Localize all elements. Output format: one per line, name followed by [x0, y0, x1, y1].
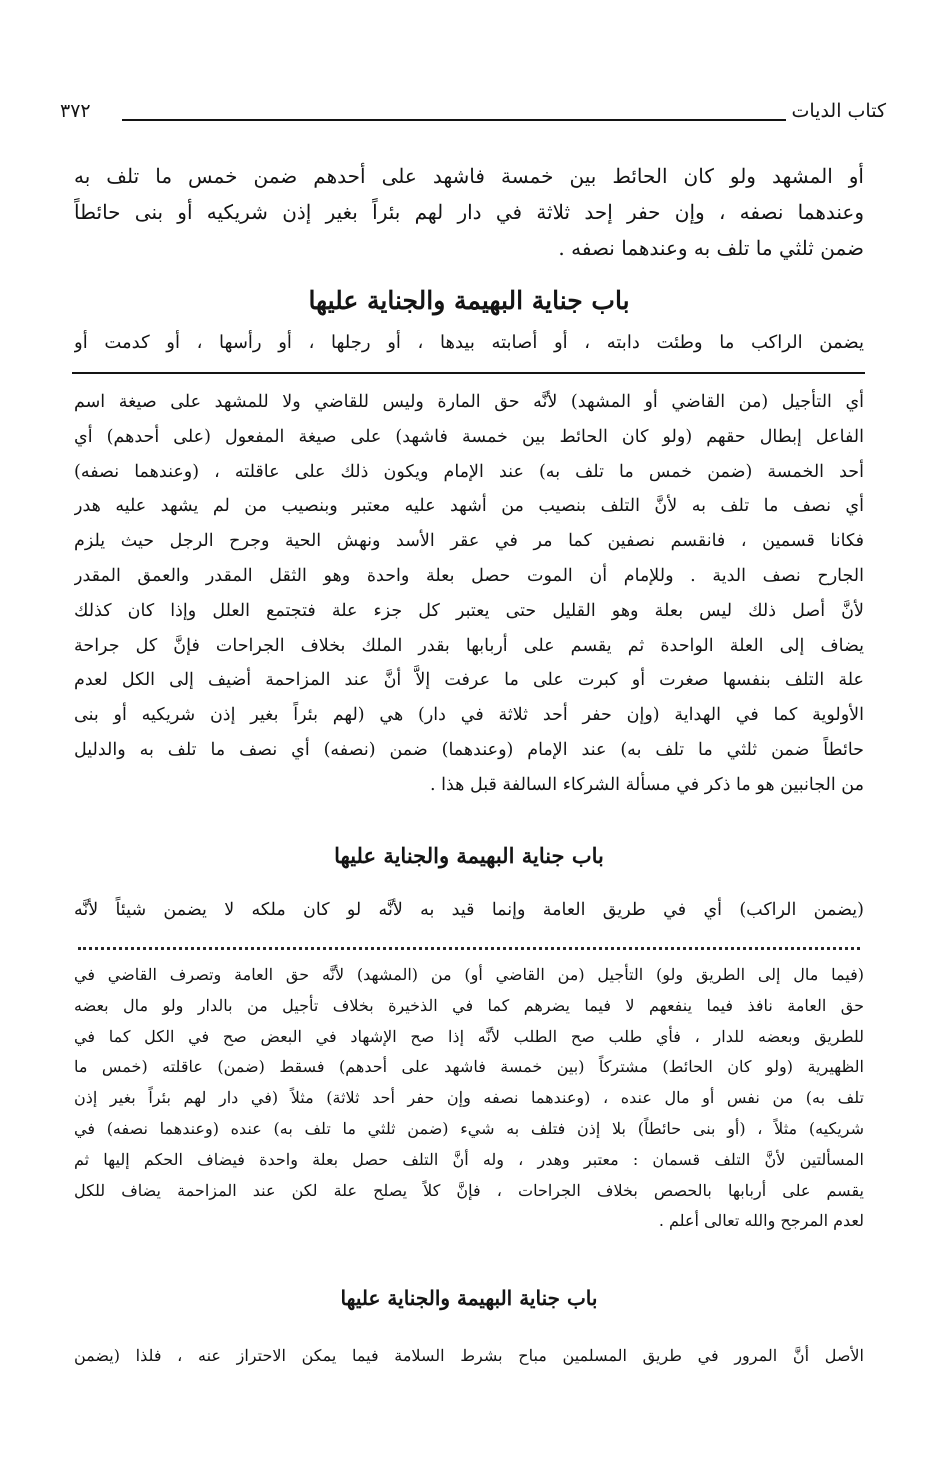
main-text-line: وعندهما نصفه ، وإن حفر إحد ثلاثة في دار لهم بئراً بغير إذن شريكيه أو بنى حائطاً — [74, 200, 864, 224]
commentary-line: يقسم على أربابها بالحصص بخلاف الجراحات ، فإنَّ كلاً يصلح علة لكن عند المزاحمة يضاف للكل — [74, 1180, 864, 1200]
commentary-line: علة التلف بنفسها صغرت أو كبرت على ما عرفت إلاَّ أنَّ عند المزاحمة أضيف إلى الكل لعدم — [74, 670, 864, 691]
commentary-2 — [74, 960, 864, 1237]
commentary-line: الظهيرية (ولو كان الحائط) مشتركاً (بين خمسة فاشهد على أحدهم) فسقط (ضمن) عاقلته (خمس ما — [74, 1057, 864, 1077]
commentary-line: (فيما مال إلى الطريق ولو) التأجيل (من القاضي أو) من (المشهد) لأنَّه حق العامة وتصرف القاضي في — [74, 965, 864, 984]
commentary-line: شريكيه) مثلاً ، (أو بنى حائطاً) بلا إذن فتلف به شيء (ضمن ثلثي ما تلف به) عنده (وعندهما نصفه) في — [74, 1118, 864, 1138]
main-text-line: ضمن ثلثي ما تلف به وعندهما نصفه . — [558, 236, 864, 260]
commentary-1-heading: باب جناية البهيمة والجناية عليها — [334, 843, 604, 868]
commentary-line: للطريق وبعضه للدار ، فأي طلب صح الطلب لأنَّه إذا صح الإشهاد في البعض صح في الكل كما في — [74, 1026, 864, 1046]
header-rule — [122, 119, 786, 121]
main-chapter-heading: باب جناية البهيمة والجناية عليها — [308, 286, 630, 315]
main-text-continued — [74, 328, 864, 358]
commentary-line: أحد الخمسة (ضمن خمس ما تلف به) عند الإمام ويكون ذلك على عاقلته ، (وعندهما نصفه) — [74, 461, 864, 482]
commentary-line: لأنَّ أصل ذلك ليس بعلة وهو القليل حتى يعتبر كل جزء علة فتجتمع العلل وإذا كان كذلك — [74, 600, 864, 621]
main-commentary-divider — [72, 372, 865, 374]
commentary-line: لعدم المرجح والله تعالى أعلم . — [658, 1211, 864, 1231]
commentary-2-continued — [74, 1340, 864, 1372]
commentary-1 — [74, 385, 864, 803]
commentary-line: أي نصف ما تلف به لأنَّ التلف بنصيب من أشهد عليه معتبر وبنصيب من لم يشهد عليه هدر — [74, 496, 864, 517]
header-title: كتاب الديات — [791, 100, 886, 122]
commentary-line: حق العامة نافذ فيما ينفعهم لا فيما يضرهم كما في الذخيرة بخلاف تأجيل من بالدار ولو مال بعضه — [74, 995, 864, 1015]
commentary-2-heading: باب جناية البهيمة والجناية عليها — [340, 1286, 598, 1310]
commentary-line: الفاعل إبطال حقهم (ولو كان الحائط بين خمسة فاشهد) على صيغة المفعول (على أحدهم) أي — [74, 426, 864, 447]
commentary-line: الأولوية كما في الهداية (وإن حفر أحد ثلاثة في دار) هي (لهم بئراً بغير إذن شريكيه أو بنى — [74, 705, 864, 726]
commentary-line: الأصل أنَّ المرور في طريق المسلمين مباح بشرط السلامة فيما يمكن الاحتراز عنه ، فلذا (يضمن — [74, 1346, 864, 1365]
main-text-line: يضمن الراكب ما وطئت دابته ، أو أصابته بيدها ، أو رجلها ، أو رأسها ، أو كدمت أو — [74, 332, 864, 353]
commentary-line: الجارح نصف الدية . وللإمام أن الموت حصل بعلة واحدة وهو الثقل المقدر والعمق المقدر — [74, 565, 864, 586]
commentary-line: (يضمن الراكب) أي في طريق العامة وإنما قيد به لأنَّه لو كان ملكه لا يضمن شيئاً لأنَّه — [74, 900, 864, 920]
commentary-line: فكانا قسمين ، فانقسم نصفين كما مر في عقر الأسد ونهش الحية وجرح الرجل حيث يلزم — [74, 531, 864, 552]
commentary-line: تلف به) من نفس أو مال عنده ، (وعندهما نصفه وإن حفر أحد ثلاثة) مثلاً (في دار لهم بئراً بغير إذن — [74, 1088, 864, 1108]
commentary-line: المسألتين لأنَّ التلف قسمان : معتبر وهدر ، وله أنَّ التلف حصل بعلة واحدة فيضاف الحكم إليها ثم — [74, 1149, 864, 1169]
commentary-line: أي التأجيل (من القاضي أو المشهد) لأنَّه حق المارة وليس للقاضي ولا للمشهد على صيغة اسم — [74, 392, 864, 412]
commentary-line: حائطاً ضمن ثلثي ما تلف به) عند الإمام (وعندهما) ضمن (نصفه) أي نصف ما تلف به والدليل — [74, 739, 864, 760]
running-header — [60, 98, 886, 128]
page-number: ٣٧٢ — [60, 100, 91, 122]
commentary-line: يضاف إلى العلة الواحدة ثم يقسم على أربابها بقدر الملك بخلاف الجراحات فإنَّ كل جراحة — [74, 635, 864, 656]
commentary-divider — [78, 947, 860, 950]
main-text-line: أو المشهد ولو كان الحائط بين خمسة فاشهد على أحدهم ضمن خمس ما تلف به — [74, 164, 864, 188]
commentary-1-continued — [74, 892, 864, 928]
main-text — [74, 158, 864, 266]
commentary-line: من الجانبين هو ما ذكر في مسألة الشركاء السالفة قبل هذا . — [430, 774, 864, 795]
